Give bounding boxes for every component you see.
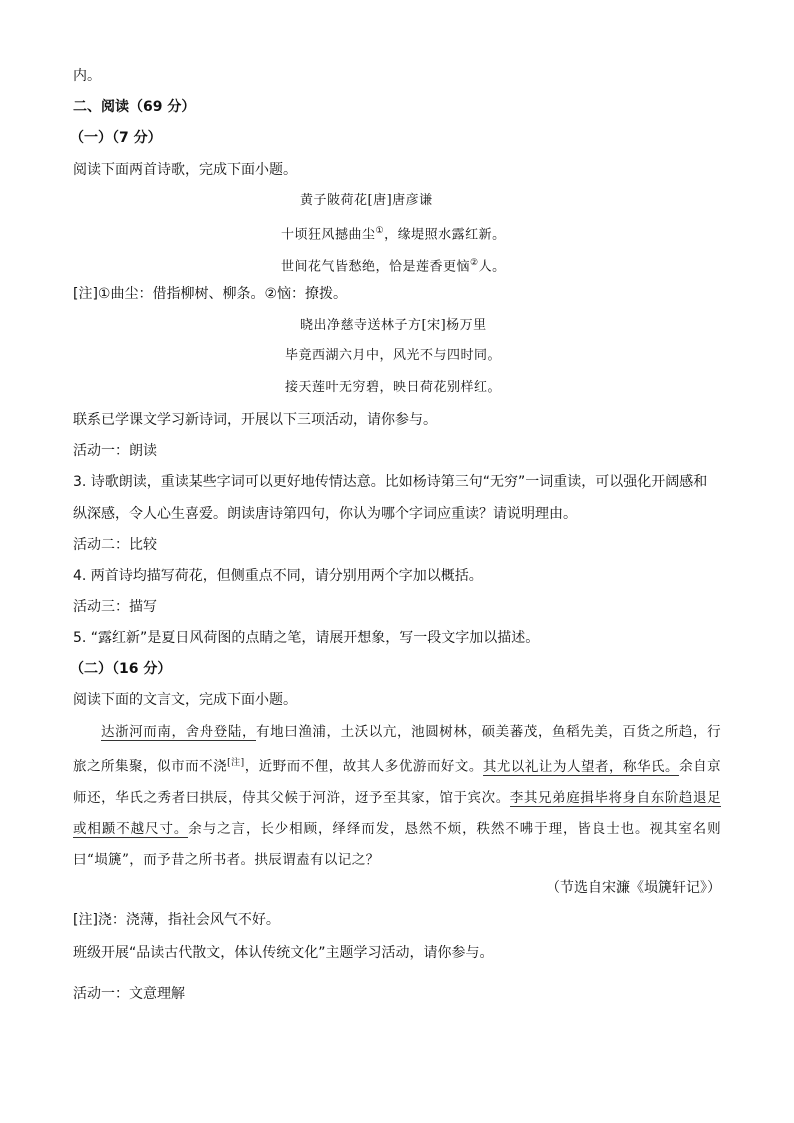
passage-text: 余自京师还，华氏之秀者曰拱辰，侍其父候于河浒，迓予至其家，馆于宾次。 <box>73 758 721 806</box>
passage-text: 有地曰渔浦，土沃以亢，池圆树林，硕美蕃茂，鱼稻先美，百货之所趋，行旅之所集聚，似市而不浇 <box>73 724 721 775</box>
underlined-sentence: 达浙河而南，舍舟登陆， <box>101 724 257 740</box>
poem1-line2-a: 世间花气皆愁绝，恰是莲香更恼 <box>281 259 471 275</box>
part2-instruction: 阅读下面的文言文，完成下面小题。 <box>73 692 297 708</box>
classical-passage <box>73 717 721 876</box>
class-activity-intro: 班级开展“品读古代散文，体认传统文化”主题学习活动，请你参与。 <box>73 945 494 961</box>
part1-instruction: 阅读下面两首诗歌，完成下面小题。 <box>73 162 297 178</box>
poem1-title: 黄子陂荷花[唐]唐彦谦 <box>300 193 433 208</box>
poem1-line1 <box>281 222 506 244</box>
poem2-line1: 毕竟西湖六月中，风光不与四时同。 <box>285 348 502 363</box>
section-title: 二、阅读（69 分） <box>73 99 196 115</box>
poem1-line2 <box>281 254 506 276</box>
passage-text: 余与之言，长少相顾，绎绎而发，恳然不烦，秩然不咈于理，皆良士也。视其室名则曰“埙篪”，而予昔之所书者。拱辰谓盍有以记之？ <box>73 820 721 868</box>
underlined-sentence: 李其兄弟庭揖毕将身自东阶趋退足或相踬不越尺寸。 <box>73 789 722 837</box>
poem1-line2-b: 人。 <box>478 259 506 275</box>
passage-source: （节选自宋濂《埙篪轩记》） <box>546 880 721 896</box>
activity3-label: 活动三：描写 <box>73 599 157 615</box>
passage-note: [注]浇：浇薄，指社会风气不好。 <box>73 912 280 928</box>
poem1-note: [注]①曲尘：借指柳树、柳条。②恼：撩拨。 <box>73 286 348 302</box>
part2-activity1-label: 活动一：文意理解 <box>73 986 185 1002</box>
question3-line1: 3. 诗歌朗读，重读某些字词可以更好地传情达意。比如杨诗第三句“无穷”一词重读，可以强化开阔感和 <box>73 474 708 490</box>
top-fragment: 内。 <box>73 68 101 84</box>
footnote-marker: ① <box>375 226 385 236</box>
activity1-label: 活动一：朗读 <box>73 443 157 459</box>
part2-title: （二）（16 分） <box>70 661 172 677</box>
question3-line2: 纵深感，令人心生喜爱。朗读唐诗第四句，你认为哪个字词应重读？请说明理由。 <box>73 506 577 522</box>
poem1-line1-b: ，缘堤照水露红新。 <box>384 227 506 243</box>
footnote-marker: ② <box>470 258 479 268</box>
question4: 4. 两首诗均描写荷花，但侧重点不同，请分别用两个字加以概括。 <box>73 568 483 584</box>
passage-text: ，近野而不俚，故其人多优游而好文。 <box>244 758 483 775</box>
poem2-line2: 接天莲叶无穷碧，映日荷花别样红。 <box>285 380 502 395</box>
underlined-sentence: 其尤以礼让为人望者，称华氏。 <box>482 758 680 775</box>
part1-title: （一）（7 分） <box>70 130 162 146</box>
question5: 5. “露红新”是夏日风荷图的点睛之笔，请展开想象，写一段文字加以描述。 <box>73 630 540 646</box>
poem1-line1-a: 十顷狂风撼曲尘 <box>281 227 376 243</box>
activity2-label: 活动二：比较 <box>73 537 157 553</box>
poem2-title: 晓出净慈寺送林子方[宋]杨万里 <box>300 318 487 333</box>
footnote-marker: [注] <box>227 758 245 768</box>
activity-intro: 联系已学课文学习新诗词，开展以下三项活动，请你参与。 <box>73 412 437 428</box>
